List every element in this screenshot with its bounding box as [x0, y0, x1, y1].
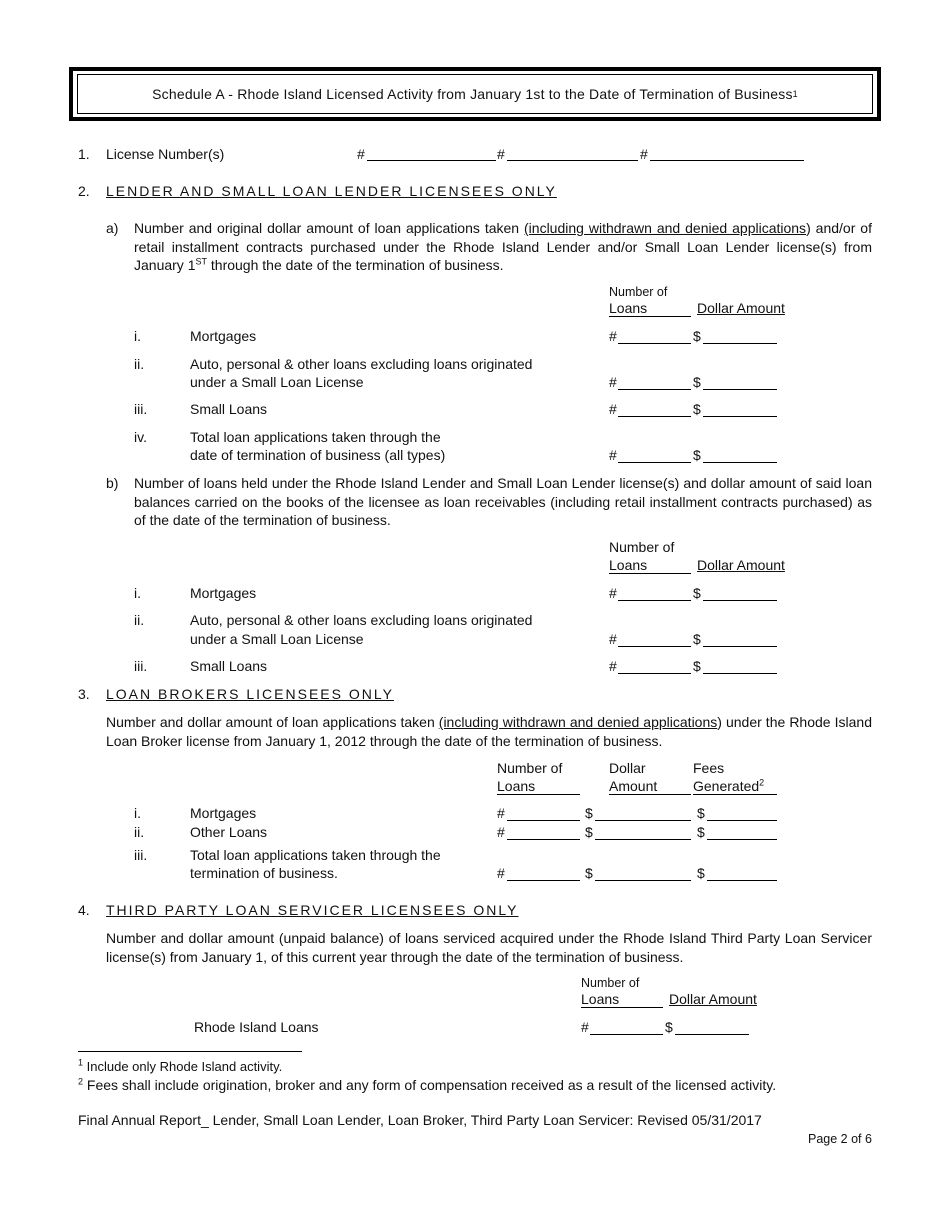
item2b-row3-hash: #: [609, 658, 617, 674]
item3-text-part2: ) under the Rhode Island Loan Broker license from January 1, 2012 through the date of the termination of business.: [106, 714, 872, 749]
item4-heading: THIRD PARTY LOAN SERVICER LICENSEES ONLY: [106, 902, 519, 918]
item2a-row4-amount-field[interactable]: [703, 462, 777, 463]
item2b-col-loans: Loans: [609, 557, 648, 573]
item3-row2-number-field[interactable]: [507, 839, 580, 840]
item3-col-number-of: Number of: [497, 760, 563, 776]
item3-col-loans: Loans: [497, 778, 536, 794]
item2a-text-part2: ) and/or of retail installment contracts purchased under the Rhode Island Lender and/or Small Loan Lender license(s) from January 1: [134, 220, 872, 273]
item3-row1-number-field[interactable]: [507, 820, 580, 821]
item3-row2-fees-field[interactable]: [707, 839, 777, 840]
item2b-row1-label: Mortgages: [190, 585, 257, 601]
item2b-row2-roman: ii.: [134, 612, 145, 628]
item2a-row4-hash: #: [609, 447, 617, 463]
license-hash-1: #: [357, 146, 365, 162]
item3-row1-roman: i.: [134, 805, 141, 821]
item4-row-amount-field[interactable]: [675, 1034, 749, 1035]
item3-text-underlined: (including withdrawn and denied applications: [438, 714, 718, 730]
item4-row-hash: #: [581, 1019, 589, 1035]
item2b-row3-label: Small Loans: [190, 658, 268, 674]
item2a-row4-label1: Total loan applications taken through the: [190, 429, 441, 445]
item2a-row2-dollar: $: [693, 374, 701, 390]
item2a-row1-label: Mortgages: [190, 328, 257, 344]
item2a-row3-number-field[interactable]: [618, 416, 691, 417]
item2b-row2-label1: Auto, personal & other loans excluding loans originated: [190, 612, 533, 628]
item2a-row1-number-field[interactable]: [618, 343, 691, 344]
item2a-row1-amount-field[interactable]: [703, 343, 777, 344]
item3-row1-dollar: $: [585, 805, 593, 821]
footnote-2: [78, 1076, 776, 1094]
item2a-letter: a): [106, 220, 119, 236]
item3-col-dollar: Dollar: [609, 760, 646, 776]
item3-row1-fees-dollar: $: [697, 805, 705, 821]
item3-row1-fees-field[interactable]: [707, 820, 777, 821]
item2a-row4-label2: date of termination of business (all types): [190, 447, 446, 463]
footnote-2-text: Fees shall include origination, broker and any form of compensation received as a result of the licensed activity.: [83, 1077, 777, 1093]
license-number-field-1[interactable]: [367, 160, 496, 161]
item2b-row3-amount-field[interactable]: [703, 673, 777, 674]
item2a-row3-amount-field[interactable]: [703, 416, 777, 417]
item2b-col-dollar: Dollar Amount: [697, 557, 785, 573]
item2a-row1-dollar: $: [693, 328, 701, 344]
item2a-row3-hash: #: [609, 401, 617, 417]
title-box-inner: Schedule A - Rhode Island Licensed Activity from January 1st to the Date of Termination of Business 1: [77, 74, 873, 114]
item2b-row3-number-field[interactable]: [618, 673, 691, 674]
item2a-row2-hash: #: [609, 374, 617, 390]
item3-row3-roman: iii.: [134, 847, 148, 863]
item2b-row1-amount-field[interactable]: [703, 600, 777, 601]
item3-row3-amount-field[interactable]: [595, 880, 691, 881]
footnote-rule: [78, 1051, 302, 1052]
item3-row2-fees-dollar: $: [697, 824, 705, 840]
item3-row3-label2: termination of business.: [190, 865, 338, 881]
item2a-text-underlined: (including withdrawn and denied applications: [524, 220, 807, 236]
item3-row2-dollar: $: [585, 824, 593, 840]
item2b-row3-roman: iii.: [134, 658, 148, 674]
license-hash-2: #: [497, 146, 505, 162]
footnote-2-mark: 2: [78, 1076, 84, 1087]
item3-col-amount-rule: [609, 794, 691, 795]
item2-heading: LENDER AND SMALL LOAN LENDER LICENSEES ONLY: [106, 183, 557, 199]
footer-form-name: Final Annual Report_ Lender, Small Loan Lender, Loan Broker, Third Party Loan Servicer: Revised 05/31/2017: [78, 1112, 762, 1128]
item2b-row2-hash: #: [609, 631, 617, 647]
item2a-row1-hash: #: [609, 328, 617, 344]
item2b-col-loans-rule: [609, 573, 691, 574]
item2a-row2-number-field[interactable]: [618, 389, 691, 390]
footnote-1: [78, 1058, 282, 1076]
item3-row3-dollar: $: [585, 865, 593, 881]
item4-row-label: Rhode Island Loans: [194, 1019, 319, 1035]
item3-number: 3.: [78, 686, 90, 702]
item4-number: 4.: [78, 902, 90, 918]
item4-col-loans: Loans: [581, 991, 620, 1007]
item3-row3-hash: #: [497, 865, 505, 881]
item3-row3-fees-field[interactable]: [707, 880, 777, 881]
item2b-row2-number-field[interactable]: [618, 646, 691, 647]
item2a-row3-dollar: $: [693, 401, 701, 417]
item3-col-generated: [693, 777, 764, 795]
page-title: Schedule A - Rhode Island Licensed Activity from January 1st to the Date of Termination of Business: [152, 86, 793, 102]
item3-row2-roman: ii.: [134, 824, 145, 840]
license-number-label: License Number(s): [106, 146, 225, 162]
license-number-field-2[interactable]: [507, 160, 638, 161]
item2a-text-sup: ST: [195, 256, 207, 267]
item2a-row3-label: Small Loans: [190, 401, 268, 417]
item4-col-loans-rule: [581, 1007, 663, 1008]
item2-number: 2.: [78, 183, 90, 199]
item3-row1-amount-field[interactable]: [595, 820, 691, 821]
item2b-row1-number-field[interactable]: [618, 600, 691, 601]
license-number-field-3[interactable]: [650, 160, 804, 161]
item3-col-fees: Fees: [693, 760, 725, 776]
item2a-row4-number-field[interactable]: [618, 462, 691, 463]
item2a-row2-label1: Auto, personal & other loans excluding loans originated: [190, 356, 533, 372]
item2a-col-loans-rule: [609, 316, 691, 317]
item2b-text: Number of loans held under the Rhode Island Lender and Small Loan Lender license(s) and dollar amount of said loan balances carried on the books of the licensee as loan receivables (including retail installment contracts purchased) as of the date of the termination of business.: [134, 475, 872, 528]
item2a-row4-roman: iv.: [134, 429, 147, 445]
item2a-text-part1: Number and original dollar amount of loan applications taken: [134, 220, 525, 236]
item3-col-fees-rule: [693, 794, 777, 795]
item3-row3-number-field[interactable]: [507, 880, 580, 881]
item2b-row2-amount-field[interactable]: [703, 646, 777, 647]
item2a-text-part3: through the date of the termination of business.: [207, 257, 504, 273]
footnote-1-text: Include only Rhode Island activity.: [83, 1059, 283, 1074]
item2a-col-dollar: Dollar Amount: [697, 300, 785, 316]
item2a-row4-dollar: $: [693, 447, 701, 463]
item2b-letter: b): [106, 475, 119, 491]
item3-row2-label: Other Loans: [190, 824, 268, 840]
item2a-row2-label2: under a Small Loan License: [190, 374, 364, 390]
item3-heading: LOAN BROKERS LICENSEES ONLY: [106, 686, 394, 702]
item2a-text: [134, 219, 872, 275]
item2a-col-loans: Loans: [609, 300, 648, 316]
item3-col-amount: Amount: [609, 778, 658, 794]
item2b-row1-roman: i.: [134, 585, 141, 601]
footer-page-number: Page 2 of 6: [808, 1132, 872, 1146]
title-box: [69, 67, 881, 121]
item3-row2-hash: #: [497, 824, 505, 840]
item3-row3-fees-dollar: $: [697, 865, 705, 881]
item1-number: 1.: [78, 146, 90, 162]
item2b-row1-hash: #: [609, 585, 617, 601]
item2a-col-number-of: Number of: [609, 285, 668, 299]
item2b-row3-dollar: $: [693, 658, 701, 674]
item2a-row3-roman: iii.: [134, 401, 148, 417]
footnote-1-mark: 1: [78, 1057, 84, 1068]
item4-row-number-field[interactable]: [590, 1034, 663, 1035]
item4-row-dollar: $: [665, 1019, 673, 1035]
item3-col-loans-rule: [497, 794, 580, 795]
item3-text: [106, 713, 872, 750]
item4-col-dollar: Dollar Amount: [669, 991, 757, 1007]
item3-text-part1: Number and dollar amount of loan applications taken: [106, 714, 439, 730]
item3-row1-hash: #: [497, 805, 505, 821]
item2a-row1-roman: i.: [134, 328, 141, 344]
item2b-col-number-of: Number of: [609, 539, 675, 555]
item4-col-number-of: Number of: [581, 976, 640, 990]
item3-col-generated-note: 2: [759, 777, 765, 788]
item2b-row1-dollar: $: [693, 585, 701, 601]
item3-col-generated-text: Generated: [693, 778, 760, 794]
license-hash-3: #: [640, 146, 648, 162]
item2b-row2-label2: under a Small Loan License: [190, 631, 364, 647]
item2b-row2-dollar: $: [693, 631, 701, 647]
item4-text: Number and dollar amount (unpaid balance) of loans serviced acquired under the Rhode Island Third Party Loan Servicer license(s) from January 1, of this current year through the date of the termination of business.: [106, 930, 872, 965]
item2a-row2-roman: ii.: [134, 356, 145, 372]
item3-row3-label1: Total loan applications taken through the: [190, 847, 441, 863]
item3-row1-label: Mortgages: [190, 805, 257, 821]
item3-row2-amount-field[interactable]: [595, 839, 691, 840]
item2a-row2-amount-field[interactable]: [703, 389, 777, 390]
